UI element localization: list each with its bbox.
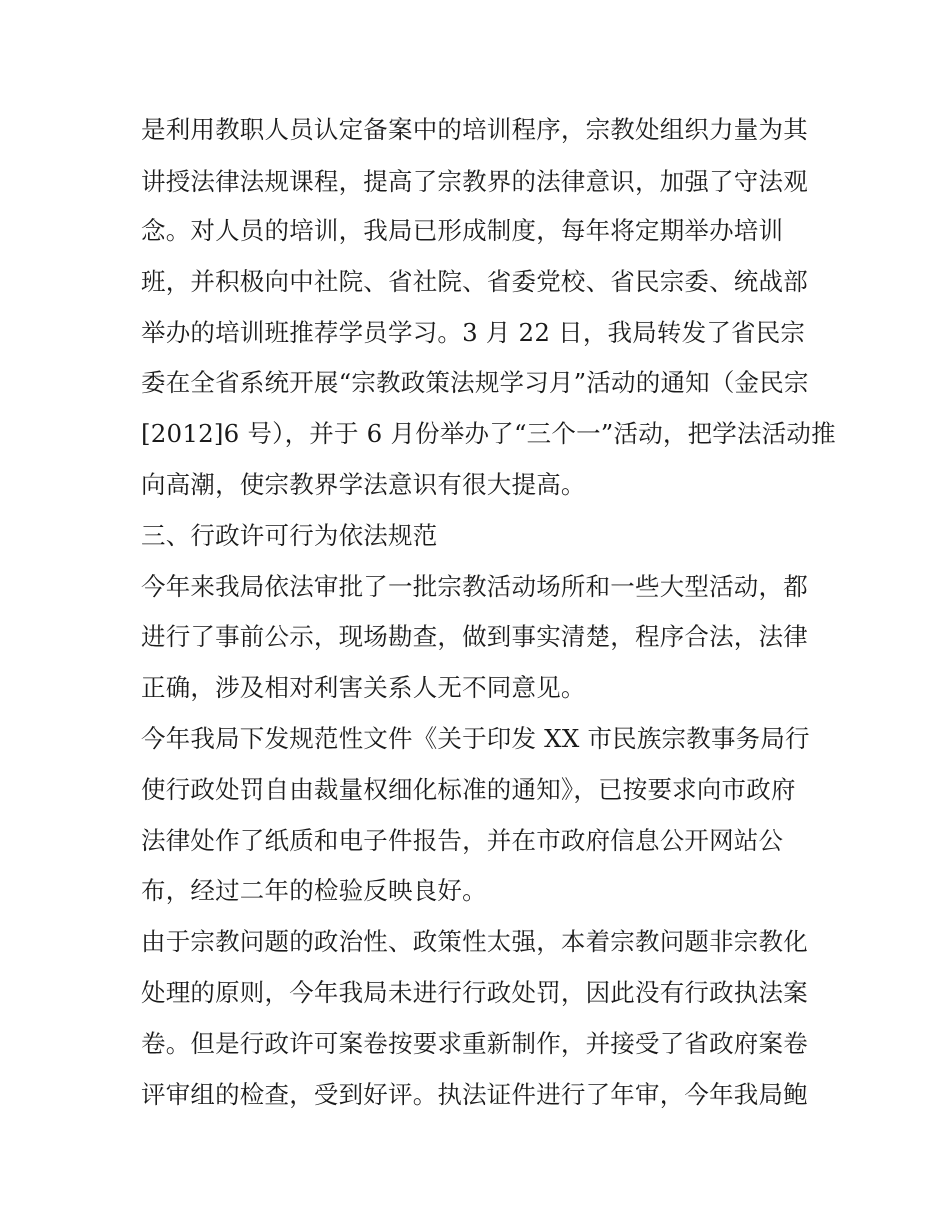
- text-line: 由于宗教问题的政治性、政策性太强，本着宗教问题非宗教化: [141, 927, 808, 956]
- text-line: 处理的原则，今年我局未进行行政处罚，因此没有行政执法案: [141, 978, 808, 1007]
- text-line: 布，经过二年的检验反映良好。: [141, 876, 487, 905]
- text-line: 是利用教职人员认定备案中的培训程序，宗教处组织力量为其: [141, 115, 808, 144]
- text-line: 举办的培训班推荐学员学习。3 月 22 日，我局转发了省民宗: [141, 318, 806, 347]
- text-line: 正确，涉及相对利害关系人无不同意见。: [141, 673, 586, 702]
- text-line: 法律处作了纸质和电子件报告，并在市政府信息公开网站公: [141, 826, 784, 855]
- text-line: 进行了事前公示，现场勘查，做到事实清楚，程序合法，法律: [141, 622, 808, 651]
- text-line: 委在全省系统开展“宗教政策法规学习月”活动的通知（金民宗: [141, 368, 809, 397]
- text-line: 念。对人员的培训，我局已形成制度，每年将定期举办培训: [141, 216, 784, 245]
- text-line: [2012]6 号），并于 6 月份举办了“三个一”活动，把学法活动推: [141, 419, 836, 448]
- text-line: 卷。但是行政许可案卷按要求重新制作，并接受了省政府案卷: [141, 1029, 808, 1058]
- text-line: 使行政处罚自由裁量权细化标准的通知》，已按要求向市政府: [141, 775, 796, 804]
- text-line: 向高潮，使宗教界学法意识有很大提高。: [141, 470, 586, 499]
- text-line: 班，并积极向中社院、省社院、省委党校、省民宗委、统战部: [141, 267, 808, 296]
- text-line: 评审组的检查，受到好评。执法证件进行了年审，今年我局鲍: [141, 1080, 808, 1109]
- text-line: 讲授法律法规课程，提高了宗教界的法律意识，加强了守法观: [141, 167, 808, 196]
- text-line: 今年我局下发规范性文件《关于印发 XX 市民族宗教事务局行: [141, 724, 810, 753]
- text-line: 今年来我局依法审批了一批宗教活动场所和一些大型活动，都: [141, 572, 808, 601]
- section-heading: 三、行政许可行为依法规范: [141, 521, 438, 550]
